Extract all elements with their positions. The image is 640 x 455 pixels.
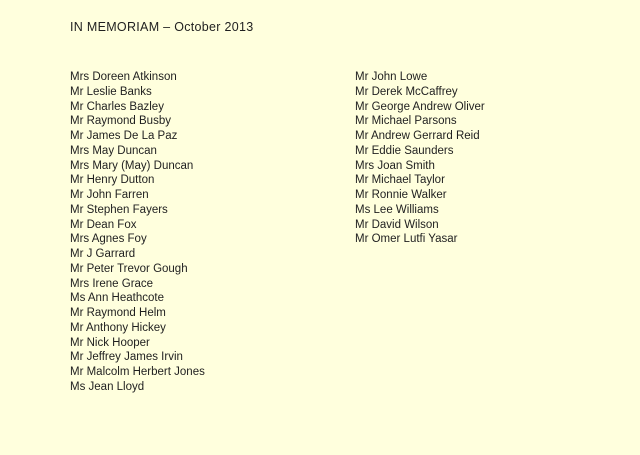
page-title: IN MEMORIAM – October 2013 [70,20,254,34]
memorial-list-left-column [70,70,205,395]
list-item: Mrs Joan Smith [355,159,435,172]
list-item: Mr Henry Dutton [70,174,155,187]
list-item: Mrs Irene Grace [70,277,154,290]
list-item: Mr Michael Parsons [355,115,457,128]
list-item: Mr Ronnie Walker [355,189,447,201]
list-item: Mrs Doreen Atkinson [70,71,177,83]
list-item: Mr Raymond Helm [70,307,166,319]
list-item: Mr Peter Trevor Gough [70,262,188,275]
list-item: Mr Anthony Hickey [70,321,166,334]
list-item: Ms Ann Heathcote [70,292,164,305]
list-item: Mr James De La Paz [70,130,178,142]
list-item: Mrs Agnes Foy [70,233,147,246]
list-item: Mr Raymond Busby [70,115,171,128]
list-item: Mr Charles Bazley [70,100,164,113]
list-item: Mr Michael Taylor [355,174,445,187]
list-item: Mr J Garrard [70,248,136,260]
list-item: Mr Derek McCaffrey [355,85,458,98]
list-item: Mr Malcolm Herbert Jones [70,366,205,378]
list-item: Mr Jeffrey James Irvin [70,351,183,364]
list-item: Mr John Farren [70,189,149,201]
list-item: Mr Dean Fox [70,218,137,231]
list-item: Mrs May Duncan [70,144,157,157]
list-item: Mr Andrew Gerrard Reid [355,130,480,142]
list-item: Mr Nick Hooper [70,336,150,349]
list-item: Ms Jean Lloyd [70,380,145,393]
list-item: Mrs Mary (May) Duncan [70,159,194,172]
list-item: Ms Lee Williams [355,203,439,216]
list-item: Mr John Lowe [355,71,428,83]
list-item: Mr Leslie Banks [70,85,152,98]
memorial-list-right-column [355,70,485,247]
list-item: Mr Eddie Saunders [355,144,454,157]
list-item: Mr Omer Lutfi Yasar [355,233,458,246]
list-item: Mr David Wilson [355,218,439,231]
list-item: Mr George Andrew Oliver [355,100,485,113]
list-item: Mr Stephen Fayers [70,203,168,216]
